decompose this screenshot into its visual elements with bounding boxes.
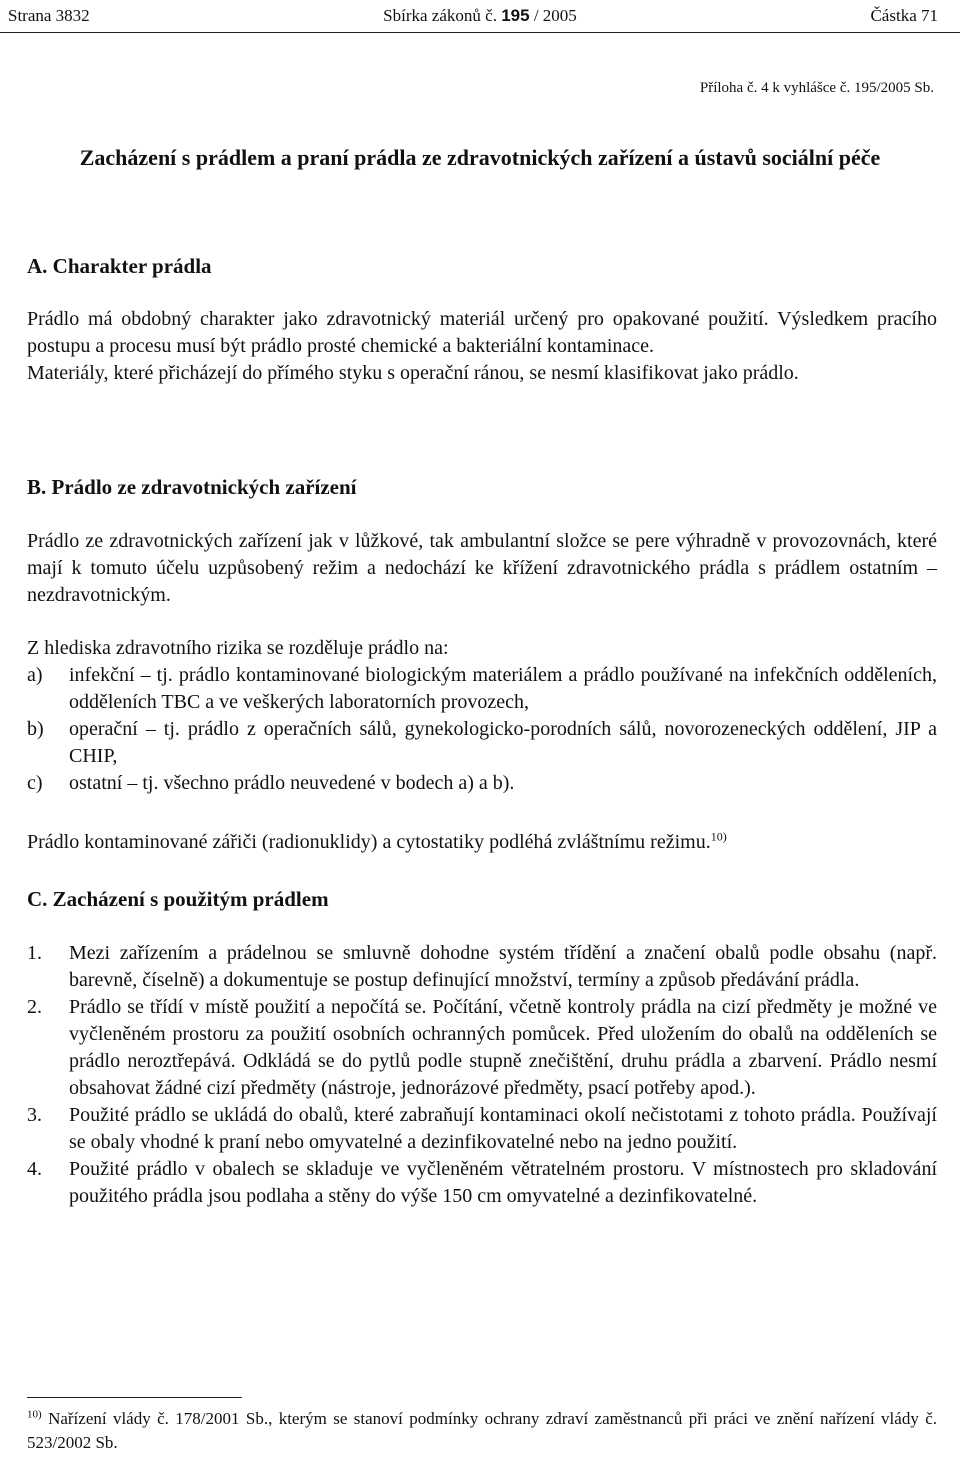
list-marker: a)	[27, 664, 43, 686]
list-item	[27, 940, 937, 994]
section-a-body	[27, 306, 937, 387]
list-item	[27, 994, 937, 1102]
collection-number: 195	[501, 6, 530, 25]
list-item	[27, 662, 937, 716]
footnote-text: Nařízení vlády č. 178/2001 Sb., kterým se stanoví podmínky ochrany zdraví zaměstnanců při práci ve znění nařízení vlády č. 523/2002 Sb.	[27, 1409, 937, 1452]
list-item-text: Použité prádlo se ukládá do obalů, které zabraňují kontaminaci okolí nečistotami z tohoto prádla. Používají se obaly vhodné k praní nebo omyvatelné a dezinfikovatelné nebo na jedno použití.	[69, 1104, 937, 1153]
collection-year: / 2005	[533, 6, 577, 25]
list-item	[27, 770, 937, 797]
radiation-text: Prádlo kontaminované zářiči (radionuklidy) a cytostatiky podléhá zvláštnímu režimu.	[27, 831, 711, 853]
list-marker: b)	[27, 718, 44, 740]
section-c	[27, 886, 937, 913]
section-a-paragraph-2: Materiály, které přicházejí do přímého styku s operační ránou, se nesmí klasifikovat jako prádlo.	[27, 362, 799, 384]
section-c-heading: C. Zacházení s použitým prádlem	[27, 887, 329, 911]
list-item-text: infekční – tj. prádlo kontaminované biologickým materiálem a prádlo používané na infekčních odděleních, odděleních TBC a ve veškerých laboratorních provozech,	[69, 664, 937, 713]
issue-number: Částka 71	[870, 6, 938, 25]
footnote-marker: 10)	[27, 1408, 42, 1421]
list-marker: 2.	[27, 996, 42, 1018]
list-item-text: operační – tj. prádlo z operačních sálů, gynekologicko-porodních sálů, novorozeneckých oddělení, JIP a CHIP,	[69, 718, 937, 767]
risk-classification	[27, 635, 937, 797]
risk-intro: Z hlediska zdravotního rizika se rozděluje prádlo na:	[27, 637, 449, 659]
radiation-note	[27, 829, 937, 856]
section-b-heading: B. Prádlo ze zdravotnických zařízení	[27, 475, 357, 499]
page-number: Strana 3832	[8, 6, 90, 25]
annex-label: Příloha č. 4 k vyhlášce č. 195/2005 Sb.	[699, 80, 934, 96]
list-marker: c)	[27, 772, 43, 794]
section-b-paragraph-1: Prádlo ze zdravotnických zařízení jak v lůžkové, tak ambulantní složce se pere výhradně v provozovnách, které mají k tomuto účelu uzpůsobený režim a nedochází ke křížení zdravotnického prádla s prádlem ostatním – nezdravotnickým.	[27, 530, 937, 606]
list-marker: 1.	[27, 942, 42, 964]
list-item	[27, 1102, 937, 1156]
list-marker: 3.	[27, 1104, 42, 1126]
list-item	[27, 1156, 937, 1210]
list-item-text: Použité prádlo v obalech se skladuje ve vyčleněném větratelném prostoru. V místnostech pro skladování použitého prádla jsou podlaha a stěny do výše 150 cm omyvatelné a dezinfikovatelné.	[69, 1158, 937, 1207]
document-title: Zacházení s prádlem a praní prádla ze zdravotnických zařízení a ústavů sociální péče	[79, 145, 881, 170]
list-item	[27, 716, 937, 770]
collection-title	[0, 6, 960, 26]
section-a	[27, 253, 937, 280]
section-c-list	[27, 940, 937, 1210]
list-item-text: Prádlo se třídí v místě použití a nepočítá se. Počítání, včetně kontroly prádla na cizí předměty je možné ve vyčleněném prostoru za použití osobních ochranných pomůcek. Před uložením do obalů na odděleních se prádlo neroztřepává. Odkládá se do pytlů podle stupně znečištění, druhu prádla a zbarvení. Prádlo nesmí obsahovat žádné cizí předměty (nástroje, jednorázové předměty, psací potřeby apod.).	[69, 996, 937, 1099]
footnote	[27, 1407, 937, 1455]
section-a-paragraph-1: Prádlo má obdobný charakter jako zdravotnický materiál určený pro opakované použití. Výsledkem pracího postupu a procesu musí být prádlo prosté chemické a bakteriální kontaminace.	[27, 308, 937, 357]
footnote-divider	[27, 1397, 242, 1398]
section-a-heading: A. Charakter prádla	[27, 254, 212, 278]
section-b	[27, 474, 937, 501]
list-marker: 4.	[27, 1158, 42, 1180]
list-item-text: Mezi zařízením a prádelnou se smluvně dohodne systém třídění a značení obalů podle obsahu (např. barevně, číselně) a dokumentuje se postup definující množství, termíny a způsob předávání prádla.	[69, 942, 937, 991]
page-header	[0, 0, 960, 33]
footnote-reference: 10)	[710, 829, 727, 844]
collection-prefix: Sbírka zákonů č.	[383, 6, 497, 25]
list-item-text: ostatní – tj. všechno prádlo neuvedené v bodech a) a b).	[69, 772, 515, 794]
